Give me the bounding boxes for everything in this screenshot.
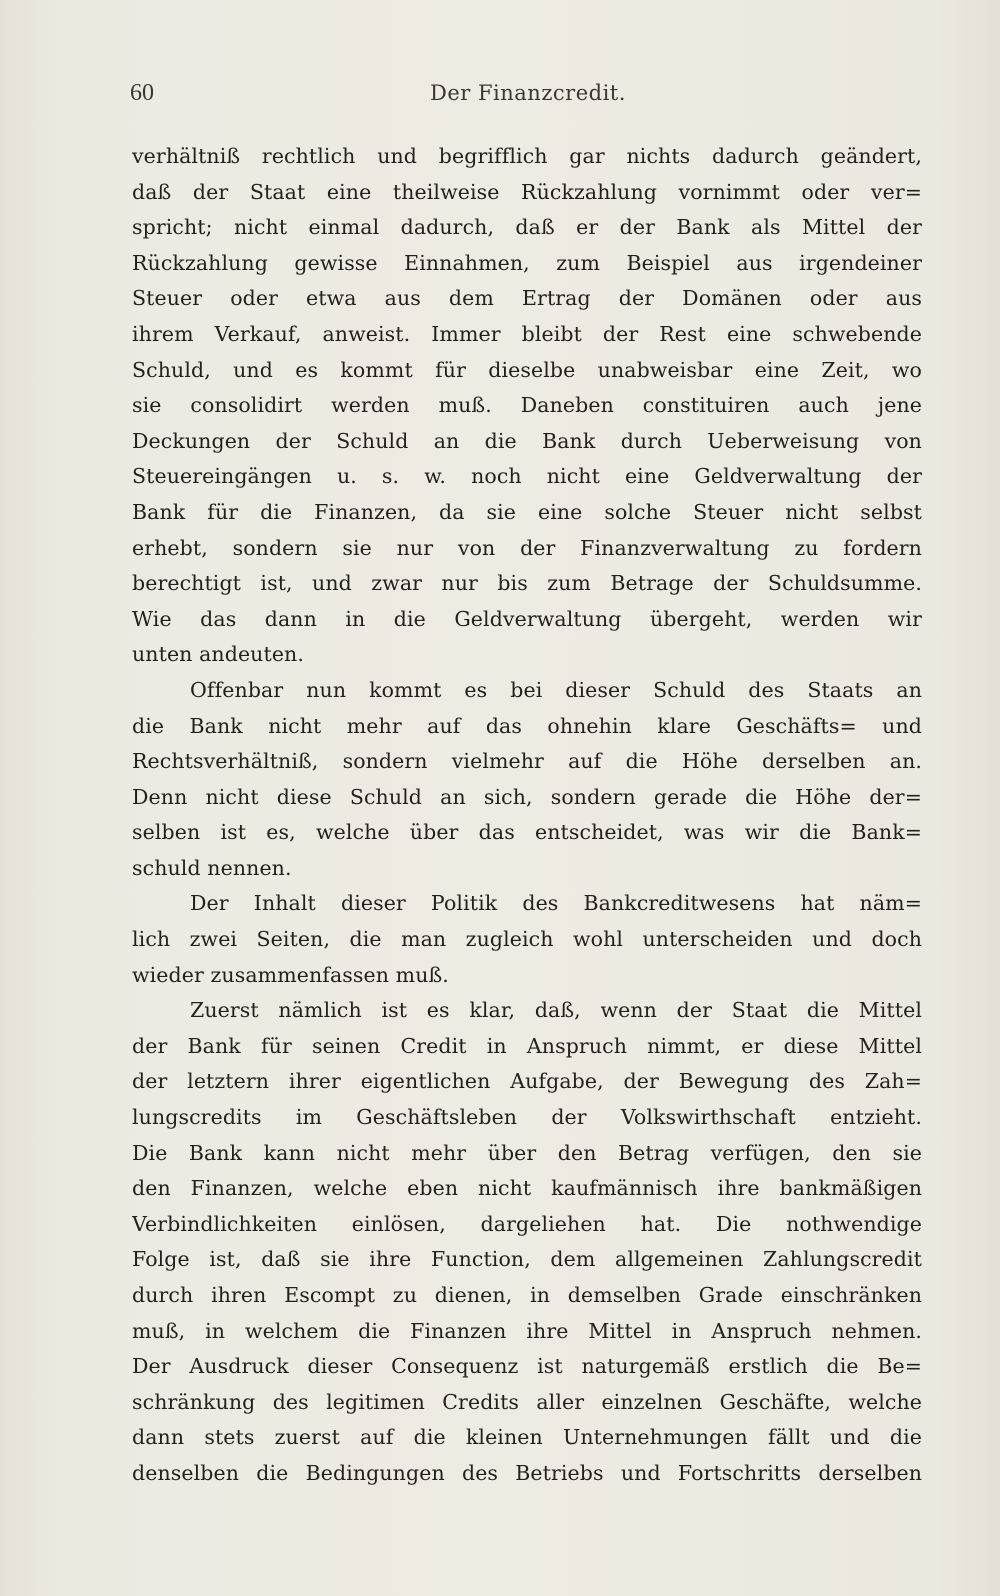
text-line: Der Inhalt dieser Politik des Bankcreditwesens hat näm=: [190, 891, 922, 916]
text-line: Steuer oder etwa aus dem Ertrag der Domänen oder aus: [132, 286, 922, 311]
text-line: sie consolidirt werden muß. Daneben constituiren auch jene: [132, 393, 922, 418]
text-line: selben ist es, welche über das entscheidet, was wir die Bank=: [132, 820, 922, 845]
text-line: Deckungen der Schuld an die Bank durch Ueberweisung von: [132, 428, 922, 453]
text-line: wieder zusammenfassen muß.: [132, 962, 449, 987]
text-line: Offenbar nun kommt es bei dieser Schuld des Staats an: [190, 677, 922, 702]
text-line: muß, in welchem die Finanzen ihre Mittel in Anspruch nehmen.: [132, 1318, 922, 1343]
text-line: der letztern ihrer eigentlichen Aufgabe, der Bewegung des Zah=: [132, 1069, 922, 1094]
text-line: Rückzahlung gewisse Einnahmen, zum Beispiel aus irgendeiner: [132, 250, 922, 275]
running-title: Der Finanzcredit.: [430, 81, 626, 105]
text-line: Schuld, und es kommt für dieselbe unabweisbar eine Zeit, wo: [132, 357, 922, 382]
text-line: denselben die Bedingungen des Betriebs und Fortschritts derselben: [132, 1460, 922, 1485]
text-line: verhältniß rechtlich und begrifflich gar nichts dadurch geändert,: [132, 144, 922, 168]
text-line: schuld nennen.: [132, 855, 292, 880]
text-line: Wie das dann in die Geldverwaltung übergeht, werden wir: [132, 606, 922, 631]
text-line: daß der Staat eine theilweise Rückzahlung vornimmt oder ver=: [132, 179, 922, 204]
running-head: [130, 76, 912, 110]
text-line: Steuereingängen u. s. w. noch nicht eine Geldverwaltung der: [132, 464, 922, 489]
text-line: Rechtsverhältniß, sondern vielmehr auf die Höhe derselben an.: [132, 749, 922, 774]
page-number: 60: [130, 80, 154, 106]
text-line: die Bank nicht mehr auf das ohnehin klare Geschäfts= und: [132, 713, 922, 738]
text-line: dann stets zuerst auf die kleinen Unternehmungen fällt und die: [132, 1425, 922, 1450]
text-line: lungscredits im Geschäftsleben der Volkswirthschaft entzieht.: [132, 1105, 922, 1130]
text-line: Folge ist, daß sie ihre Function, dem allgemeinen Zahlungscredit: [132, 1247, 922, 1272]
text-line: durch ihren Escompt zu dienen, in demselben Grade einschränken: [132, 1283, 922, 1307]
text-line: Verbindlichkeiten einlösen, dargeliehen hat. Die nothwendige: [132, 1211, 922, 1236]
text-line: erhebt, sondern sie nur von der Finanzverwaltung zu fordern: [132, 535, 922, 560]
text-line: Bank für die Finanzen, da sie eine solche Steuer nicht selbst: [132, 499, 922, 524]
text-line: unten andeuten.: [132, 642, 304, 667]
body-text: [132, 139, 922, 1492]
text-line: Die Bank kann nicht mehr über den Betrag verfügen, den sie: [132, 1140, 922, 1165]
text-line: ihrem Verkauf, anweist. Immer bleibt der Rest eine schwebende: [132, 321, 922, 346]
text-line: Zuerst nämlich ist es klar, daß, wenn der Staat die Mittel: [190, 998, 922, 1023]
text-line: Denn nicht diese Schuld an sich, sondern gerade die Höhe der=: [132, 784, 922, 809]
text-line: berechtigt ist, und zwar nur bis zum Betrage der Schuldsumme.: [132, 571, 922, 596]
text-line: den Finanzen, welche eben nicht kaufmännisch ihre bankmäßigen: [132, 1176, 922, 1201]
text-line: der Bank für seinen Credit in Anspruch nimmt, er diese Mittel: [132, 1033, 922, 1058]
text-line: Der Ausdruck dieser Consequenz ist naturgemäß erstlich die Be=: [132, 1354, 922, 1379]
text-line: spricht; nicht einmal dadurch, daß er der Bank als Mittel der: [132, 215, 922, 240]
text-line: lich zwei Seiten, die man zugleich wohl unterscheiden und doch: [132, 927, 922, 952]
text-line: schränkung des legitimen Credits aller einzelnen Geschäfte, welche: [132, 1389, 922, 1414]
